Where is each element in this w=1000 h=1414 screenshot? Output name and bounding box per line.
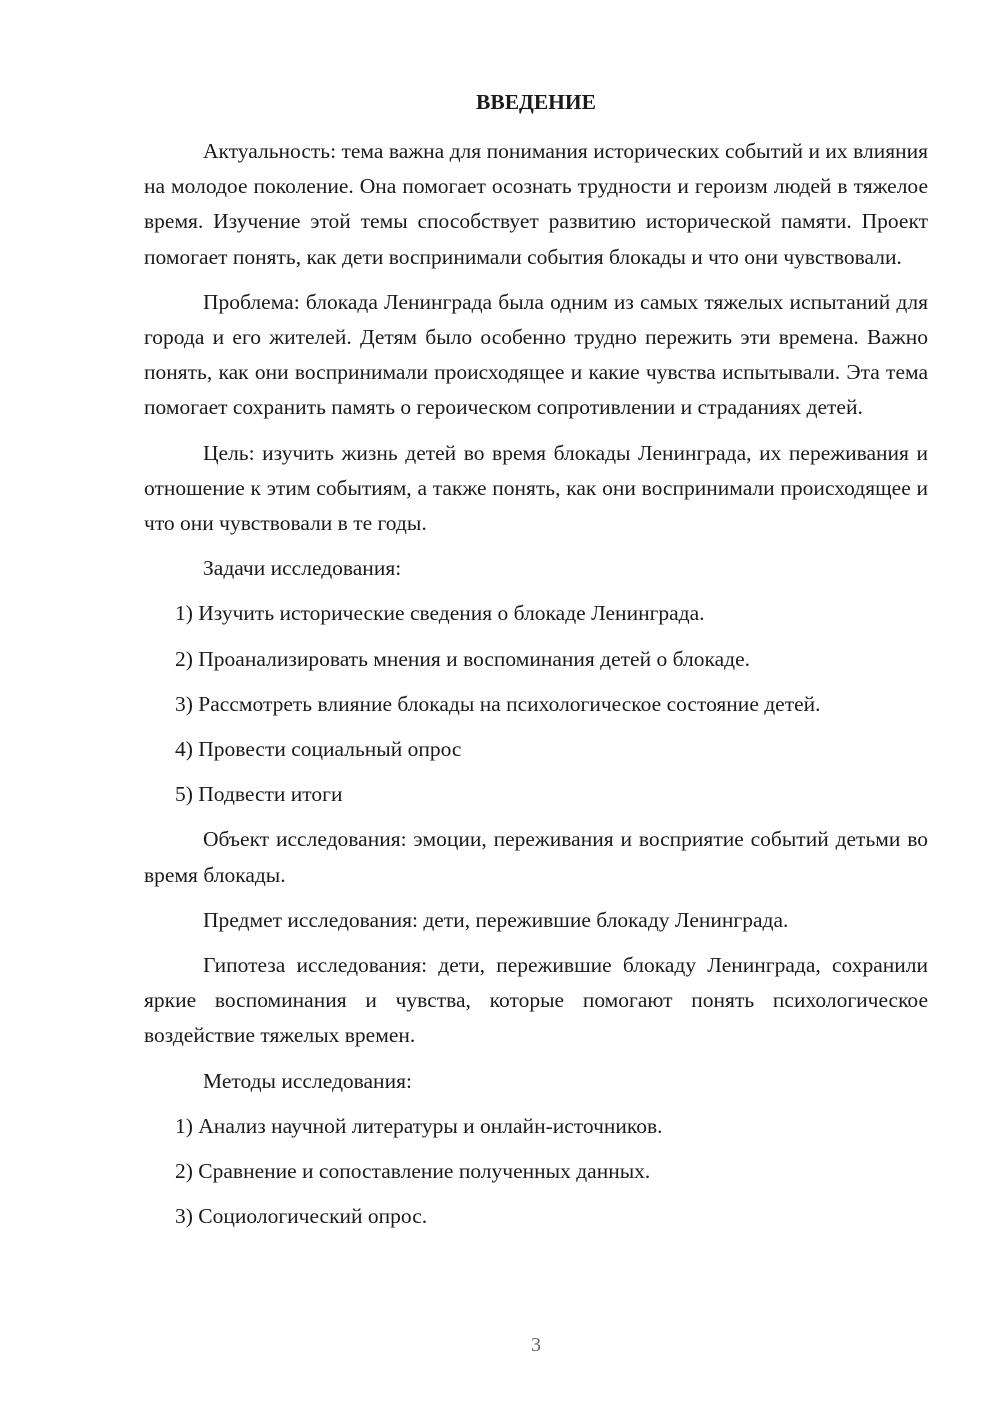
methods-label: Методы исследования: xyxy=(203,1068,412,1093)
object-paragraph: Объект исследования: эмоции, переживания и восприятие событий детьми во время блокады. xyxy=(144,827,928,887)
list-item: 3) Социологический опрос. xyxy=(175,1204,428,1229)
tasks-label: Задачи исследования: xyxy=(203,556,402,581)
list-item: 4) Провести социальный опрос xyxy=(175,737,462,762)
list-item: 2) Сравнение и сопоставление полученных данных. xyxy=(175,1159,651,1184)
page-title: ВВЕДЕНИЕ xyxy=(476,90,596,114)
subject-paragraph: Предмет исследования: дети, пережившие блокаду Ленинграда. xyxy=(203,907,789,932)
list-item: 1) Анализ научной литературы и онлайн-источников. xyxy=(175,1113,663,1138)
tasks-list xyxy=(144,596,928,812)
list-item: 1) Изучить исторические сведения о блокаде Ленинграда. xyxy=(175,601,705,626)
list-item: 5) Подвести итоги xyxy=(175,782,343,807)
document-page xyxy=(144,90,928,1244)
list-item: 2) Проанализировать мнения и воспоминания детей о блокаде. xyxy=(175,646,751,671)
goal-paragraph: Цель: изучить жизнь детей во время блокады Ленинграда, их переживания и отношение к этим событиям, а также понять, как они воспринимали происходящее и что они чувствовали в те годы. xyxy=(144,440,928,536)
hypothesis-paragraph: Гипотеза исследования: дети, пережившие блокаду Ленинграда, сохранили яркие воспоминания и чувства, которые помогают понять психологическое воздействие тяжелых времен. xyxy=(144,953,928,1048)
methods-list xyxy=(144,1109,928,1235)
list-item: 3) Рассмотреть влияние блокады на психологическое состояние детей. xyxy=(175,691,821,716)
page-number: 3 xyxy=(531,1334,541,1356)
problem-paragraph: Проблема: блокада Ленинграда была одним из самых тяжелых испытаний для города и его жителей. Детям было особенно трудно пережить эти времена. Важно понять, как они воспринимали происходящее и какие чувства испытывали. Эта тема помогает сохранить память о героическом сопротивлении и страданиях детей. xyxy=(144,289,928,420)
relevance-paragraph: Актуальность: тема важна для понимания исторических событий и их влияния на молодое поколение. Она помогает осознать трудности и героизм людей в тяжелое время. Изучение этой темы способствует развитию исторической памяти. Проект помогает понять, как дети воспринимали события блокады и что они чувствовали. xyxy=(144,139,928,269)
